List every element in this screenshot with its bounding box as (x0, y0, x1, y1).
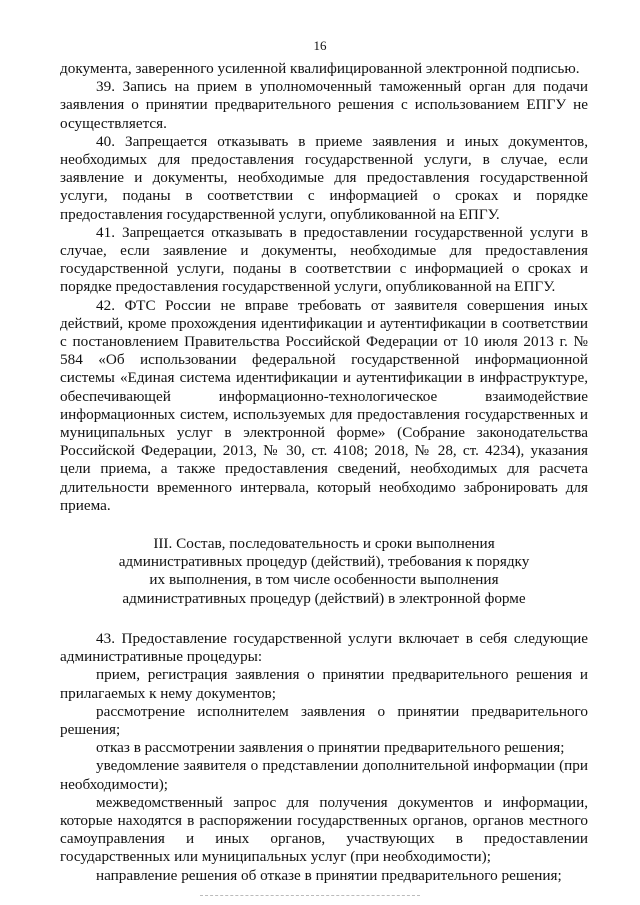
procedure-item: прием, регистрация заявления о принятии предварительного решения и прилагаемых к нему документов; (60, 666, 588, 702)
section-heading-line: III. Состав, последовательность и сроки выполнения (153, 535, 495, 553)
section-heading-line: их выполнения, в том числе особенности выполнения (149, 571, 499, 589)
paragraph-42: 42. ФТС России не вправе требовать от заявителя совершения иных действий, кроме прохождения идентификации и аутентификации в соответствии с постановлением Правительства Российской Федерации от 10 июля 2013 г. № 584 «Об использовании федеральной государственной информационной системы «Единая система идентификации и аутентификации в инфраструктуре, обеспечивающей информационно-технологическое взаимодействие информационных систем, используемых для предоставления государственных и муниципальных услуг в электронной форме» (Собрание законодательства Российской Федерации, 2013, № 30, ст. 4108; 2018, № 28, ст. 4234), указания цели приема, а также предоставления сведений, необходимых для расчета длительности временного интервала, который необходимо забронировать для приема. (60, 296, 588, 514)
procedure-item: рассмотрение исполнителем заявления о принятии предварительного решения; (60, 702, 588, 738)
paragraph-41: 41. Запрещается отказывать в предоставлении государственной услуги в случае, если заявление и документы, необходимые для предоставления государственной услуги, поданы в соответствии с информацией о сроках и порядке предоставления государственной услуги, опубликованной на ЕПГУ. (60, 223, 588, 296)
paragraph-40: 40. Запрещается отказывать в приеме заявления и иных документов, необходимых для предоставления государственной услуги, в случае, если заявление и документы, необходимые для предоставления государственной услуги, поданы в соответствии с информацией о сроках и порядке предоставления государственной услуги, опубликованной на ЕПГУ. (60, 132, 588, 223)
paragraph-39: 39. Запись на прием в уполномоченный таможенный орган для подачи заявления о принятии предварительного решения с использованием ЕПГУ не осуществляется. (60, 78, 588, 132)
paragraph-continuation: документа, заверенного усиленной квалифицированной электронной подписью. (60, 60, 580, 77)
scan-artifact-divider (200, 895, 420, 899)
procedure-item: межведомственный запрос для получения документов и информации, которые находятся в распоряжении государственных органов, органов местного самоуправления и иных органов, участвующих в предоставлении государственных или муниципальных услуг (при необходимости); (60, 793, 588, 866)
procedure-item: отказ в рассмотрении заявления о принятии предварительного решения; (96, 739, 565, 757)
page-number: 16 (313, 38, 327, 53)
document-body (60, 60, 588, 885)
section-heading-line: административных процедур (действий), требования к порядку (118, 553, 530, 571)
procedure-item: уведомление заявителя о представлении дополнительной информации (при необходимости); (60, 757, 588, 793)
section-heading (60, 535, 588, 608)
procedure-item: направление решения об отказе в принятии предварительного решения; (96, 866, 562, 884)
section-heading-line: административных процедур (действий) в электронной форме (122, 589, 526, 607)
paragraph-43: 43. Предоставление государственной услуги включает в себя следующие административные процедуры: (60, 629, 588, 666)
